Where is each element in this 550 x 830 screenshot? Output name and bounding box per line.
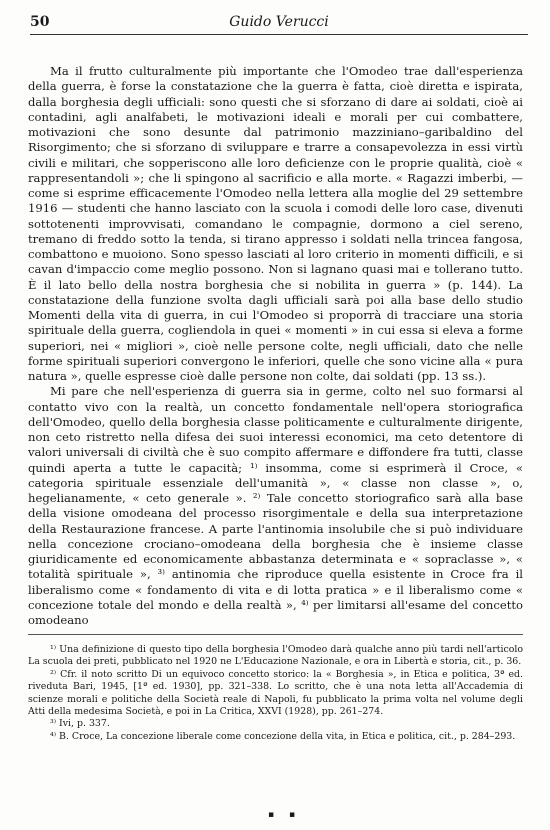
footnote: ³⁾ Ivi, p. 337. [50,718,110,730]
running-head: Guido Verucci [229,14,329,30]
body-text [28,64,523,628]
bottom-mark: ▪ ▪ [268,810,302,820]
page-header [30,12,528,35]
footnotes [28,644,523,743]
page-number: 50 [30,14,50,30]
body-paragraph: Mi pare che nell'esperienza di guerra sia in germe, colto nel suo formarsi al contatto vivo con la realtà, un concetto fondamentale nell'opera storiografica dell'Omodeo, quello della borghesia classe politicamente e culturalmente dirigente, non ceto ristretto nella difesa dei suoi interessi economici, ma ceto detentore di valori universali di civiltà che è suo compito affermare e diffondere fra tutti, classe quindi aperta a tutte le capacità; ¹⁾ insomma, come si esprimerà il Croce, « categoria spirituale essenziale dell'umanità », « classe non classe », o, hegelianamente, « ceto generale ». ²⁾ Tale concetto storiografico sarà alla base della visione omodeana del processo risorgimentale e della sua interpretazione della Restaurazione francese. A parte l'antinomia insolubile che si può individuare nella concezione crociano–omodeana della borghesia che è insieme classe giuridicamente ed economicamente abbastanza determinata e « sopraclasse », « totalità spirituale », ³⁾ antinomia che riproduce quella esistente in Croce fra il liberalismo come « fondamento di vita e di lotta pratica » e il liberalismo come « concezione totale del mondo e della realtà », ⁴⁾ per limitarsi all'esame del concetto omodeano [28,384,523,627]
footnote-divider [28,634,523,635]
footnote: ¹⁾ Una definizione di questo tipo della borghesia l'Omodeo darà qualche anno più tardi nell'articolo La scuola dei preti, pubblicato nel 1920 ne L'Educazione Nazionale, e ora in Libertà e storia, cit., p. 36. [28,644,523,668]
footnote: ⁴⁾ B. Croce, La concezione liberale come concezione della vita, in Etica e politica, cit., p. 284–293. [50,730,516,742]
body-paragraph: Ma il frutto culturalmente più importante che l'Omodeo trae dall'esperienza della guerra, è forse la constatazione che la guerra è fatta, cioè diretta e ispirata, dalla borghesia degli ufficiali: sono questi che si sforzano di dare ai soldati, cioè ai contadini, agli analfabeti, le motivazioni ideali e morali per cui combattere, motivazioni che sono desunte dal patrimonio mazziniano–garibaldino del Risorgimento; che si sforzano di sviluppare e trarre a consapevolezza in essi virtù civili e militari, che sopperiscono alle loro deficienze con le proprie qualità, cioè « rappresentandoli »; che li spingono al sacrificio e alla morte. « Ragazzi imberbi, — come si esprime efficacemente l'Omodeo nella lettera alla moglie del 29 settembre 1916 — studenti che hanno lasciato con la scuola i comodi delle loro case, divenuti sottotenenti improvvisati, comandano le compagnie, dormono a ciel sereno, tremano di freddo sotto la tenda, si tirano appresso i soldati nella trincea fangosa, combattono e muoiono. Sono spesso lasciati al loro criterio in momenti difficili, e si cavan d'impaccio come meglio possono. Non si lagnano quasi mai e tollerano tutto. È il lato bello della nostra borghesia che si nobilita in guerra » (p. 144). La constatazione della funzione svolta dagli ufficiali sarà poi alla base dello studio Momenti della vita di guerra, in cui l'Omodeo si proporrà di tracciare una storia spirituale della guerra, cogliendola in quei « momenti » in cui essa si eleva a forme superiori, nei « migliori », cioè nelle persone colte, negli ufficiali, dato che nelle forme spirituali superiori convergono le inferiori, quelle che sono vicine alla « pura natura », quelle espresse cioè dalle persone non colte, dai soldati (pp. 13 ss.). [28,64,523,383]
footnote: ²⁾ Cfr. il noto scritto Di un equivoco concetto storico: la « Borghesia », in Etica e politica, 3ª ed. riveduta Bari, 1945, [1ª ed. 1930], pp. 321–338. Lo scritto, che è una nota letta all'Accademia di scienze morali e politiche della Società reale di Napoli, fu pubblicato la prima volta nel volume degli Atti della medesima Società, e poi in La Critica, XXVI (1928), pp. 261–274. [28,668,523,718]
